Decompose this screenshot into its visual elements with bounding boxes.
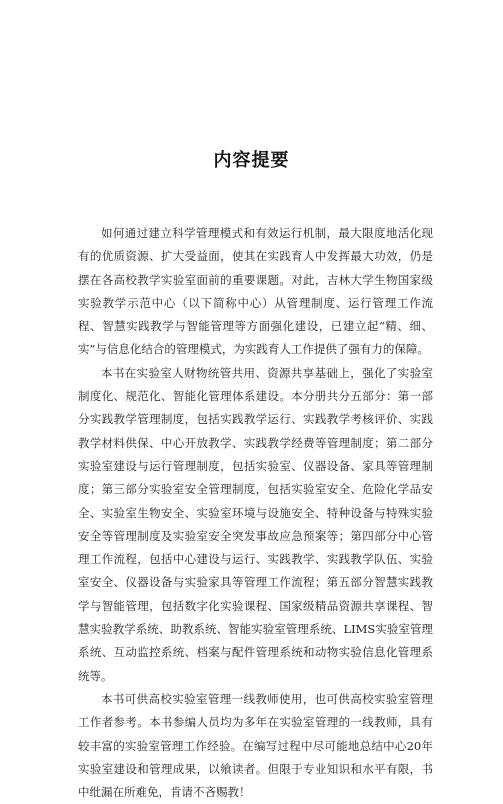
paragraph-audience: 本书可供高校实验室管理一线教师使用，也可供高校实验室管理工作者参考。本书参编人员均为多年在实验室管理的一线教师，具有较丰富的实验室管理工作经验。在编写过程中尽可能地总结中心20年实验室建设和管理成果，以飨读者。但限于专业知识和水平有限，书中纰漏在所难免，肯请不吝赐教！ [78,691,433,800]
paragraph-intro: 如何通过建立科学管理模式和有效运行机制，最大限度地活化现有的优质资源、扩大受益面，使其在实践育人中发挥最大功效，仍是摆在各高校教学实验室面前的重要课题。对此，吉林大学生物国家级实验教学示范中心（以下简称中心）从管理制度、运行管理工作流程、智慧实践教学与智能管理等方面强化建设，已建立起“精、细、实”与信息化结合的管理模式，为实践育人工作提供了强有力的保障。 [78,226,433,357]
paragraph-contents: 本书在实验室人财物统管共用、资源共享基础上，强化了实验室制度化、规范化、智能化管理体系建设。本分册共分五部分：第一部分实践教学管理制度，包括实践教学运行、实践教学考核评价、实践教学材料供保、中心开放教学、实践教学经费等管理制度；第二部分实验室建设与运行管理制度，包括实验室、仪器设备、家具等管理制度；第三部分实验室安全管理制度，包括实验室安全、危险化学品安全、实验室生物安全、实验室环境与设施安全、特种设备与特殊实验安全等管理制度及实验室安全突发事故应急预案等；第四部分中心管理工作流程，包括中心建设与运行、实践教学、实践教学队伍、实验室安全、仪器设备与实验家具等管理工作流程；第五部分智慧实践教学与智能管理，包括数字化实验课程、国家级精品资源共享课程、智慧实验教学系统、助教系统、智能实验室管理系统、LIMS实验室管理系统、互动监控系统、档案与配件管理系统和动物实验信息化管理系统等。 [78,365,433,683]
summary-body [78,222,433,804]
page-title: 内容提要 [213,150,290,171]
